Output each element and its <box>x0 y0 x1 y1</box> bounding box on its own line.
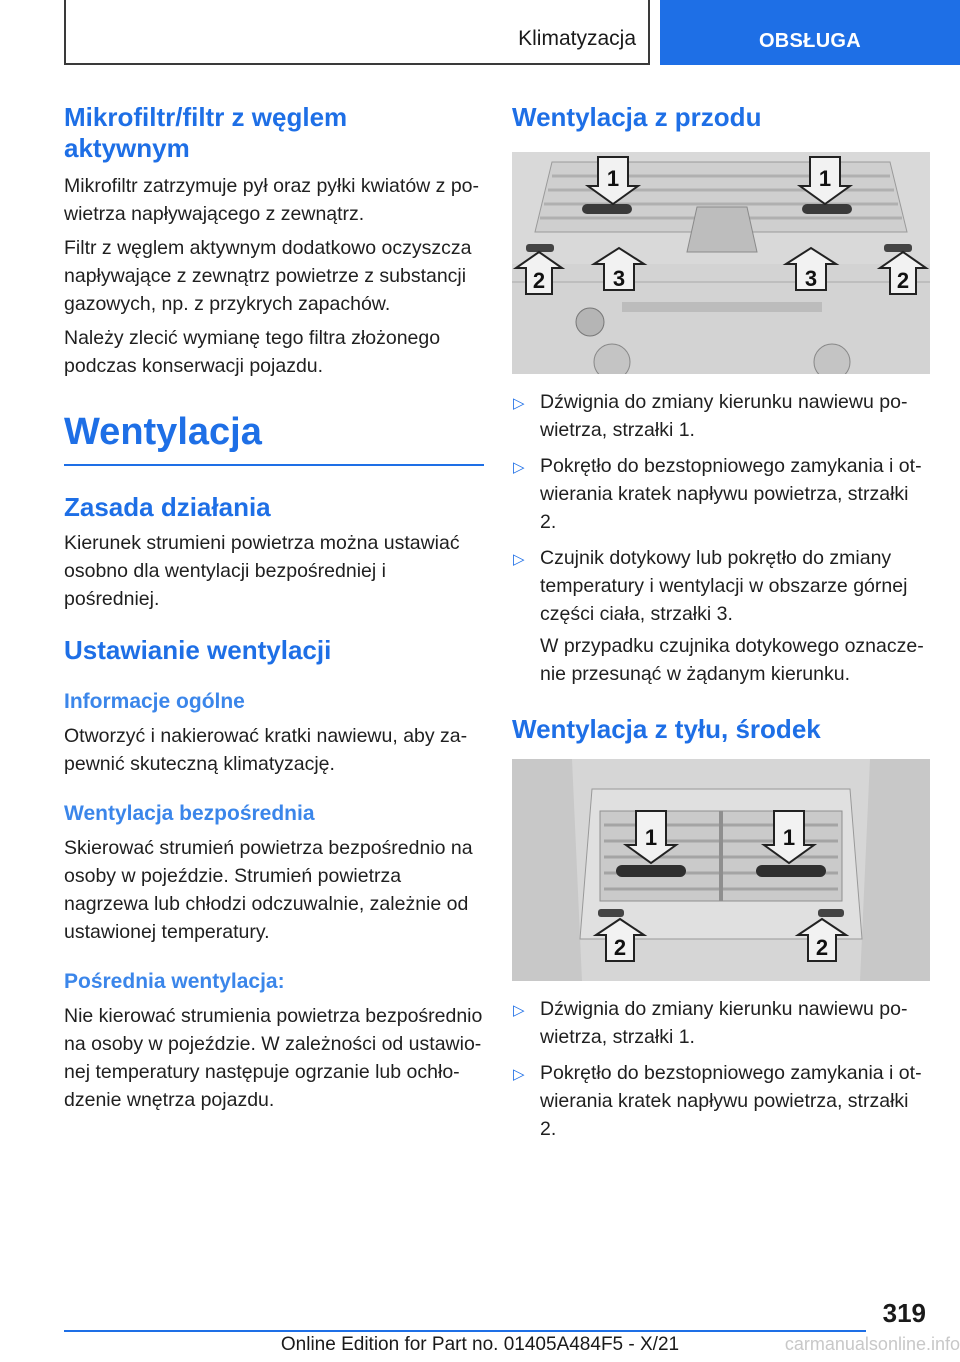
list-item: ▷ Czujnik dotykowy lub pokrętło do zmiany temperatury i wentylacji w obszarze górnej części ciała, strzałki 3. <box>513 547 908 625</box>
heading-wentylacja: Wentylacja <box>64 410 484 466</box>
callout-1-right: 1 <box>818 166 832 191</box>
rear-vents-illustration <box>512 759 930 981</box>
rear-vents-figure <box>512 759 930 981</box>
triangle-bullet-icon: ▷ <box>513 395 525 412</box>
callout-2-left: 2 <box>532 268 546 293</box>
callout-3-right: 3 <box>804 266 818 291</box>
section-title: Klimatyzacja <box>518 27 636 50</box>
heading-przod: Wentylacja z przodu <box>512 102 762 132</box>
heading-bezposrednia: Wentylacja bezpośrednia <box>64 802 315 825</box>
list-note: W przypadku czujnika dotykowego oznaczenie przesunąć w żądanym kierunku. <box>540 635 924 685</box>
callout-2-right: 2 <box>815 935 829 960</box>
paragraph: Należy zlecić wymianę tego filtra złożonego podczas konserwacji pojazdu. <box>64 327 441 377</box>
front-vents-figure <box>512 152 930 374</box>
heading-tyl: Wentylacja z tyłu, środek <box>512 714 821 744</box>
list-item: ▷ Dźwignia do zmiany kierunku nawiewu powietrza, strzałki 1. <box>513 998 908 1048</box>
paragraph: Skierować strumień powietrza bezpośrednio na osoby w pojeździe. Strumień powietrza nagrzewa lub chłodzi odczuwalnie, zależnie od ustawionej temperatury. <box>64 837 473 943</box>
footer <box>0 1334 960 1356</box>
chapter-tab-label: OBSŁUGA <box>758 30 862 52</box>
triangle-bullet-icon: ▷ <box>513 1002 525 1019</box>
triangle-bullet-icon: ▷ <box>513 459 525 476</box>
callout-3-left: 3 <box>612 266 626 291</box>
footer-divider <box>64 1330 866 1332</box>
paragraph: Mikrofiltr zatrzymuje pył oraz pyłki kwiatów z powietrza napływającego z zewnątrz. <box>64 175 480 225</box>
callout-1-right: 1 <box>782 825 796 850</box>
rear-vents-list <box>512 995 930 1143</box>
callout-2-right: 2 <box>896 268 910 293</box>
edition-text: Online Edition for Part no. 01405A484F5 - X/21 <box>280 1334 680 1355</box>
heading-mikrofiltr: Mikrofiltr/filtr z węglem aktywnym <box>64 102 348 163</box>
paragraph: Kierunek strumieni powietrza można ustawiać osobno dla wentylacji bezpośredniej i pośredniej. <box>64 532 460 610</box>
front-vents-list <box>512 388 930 628</box>
front-vents-illustration <box>512 152 930 374</box>
paragraph: Otworzyć i nakierować kratki nawiewu, aby zapewnić skuteczną klimatyzację. <box>64 725 468 775</box>
triangle-bullet-icon: ▷ <box>513 1066 525 1083</box>
list-item: ▷ Dźwignia do zmiany kierunku nawiewu powietrza, strzałki 1. <box>513 391 908 441</box>
header-section-box <box>64 0 650 65</box>
heading-ustawianie: Ustawianie wentylacji <box>64 635 332 665</box>
heading-zasada: Zasada działania <box>64 492 271 522</box>
callout-1-left: 1 <box>644 825 658 850</box>
page-number: 319 <box>882 1298 926 1328</box>
left-column <box>64 100 484 1114</box>
triangle-bullet-icon: ▷ <box>513 551 525 568</box>
chapter-tab <box>660 0 960 65</box>
heading-informacje: Informacje ogólne <box>64 690 245 713</box>
list-item: ▷ Pokrętło do bezstopniowego zamykania i otwierania kratek napływu powietrza, strzałki 2. <box>513 455 922 533</box>
watermark: carmanualsonline.info <box>784 1334 960 1354</box>
list-item: ▷ Pokrętło do bezstopniowego zamykania i otwierania kratek napływu powietrza, strzałki 2. <box>513 1062 922 1140</box>
right-column <box>512 100 930 1151</box>
callout-2-left: 2 <box>613 935 627 960</box>
paragraph: Nie kierować strumienia powietrza bezpośrednio na osoby w pojeździe. W zależności od ustawionej temperatury następuje ogrzanie lub ochłodzenie wnętrza pojazdu. <box>64 1005 483 1111</box>
heading-posrednia: Pośrednia wentylacja: <box>64 970 285 993</box>
paragraph: Filtr z węglem aktywnym dodatkowo oczyszcza napływające z zewnątrz powietrze z substancji gazowych, np. z przykrych zapachów. <box>64 237 472 315</box>
callout-1-left: 1 <box>606 166 620 191</box>
